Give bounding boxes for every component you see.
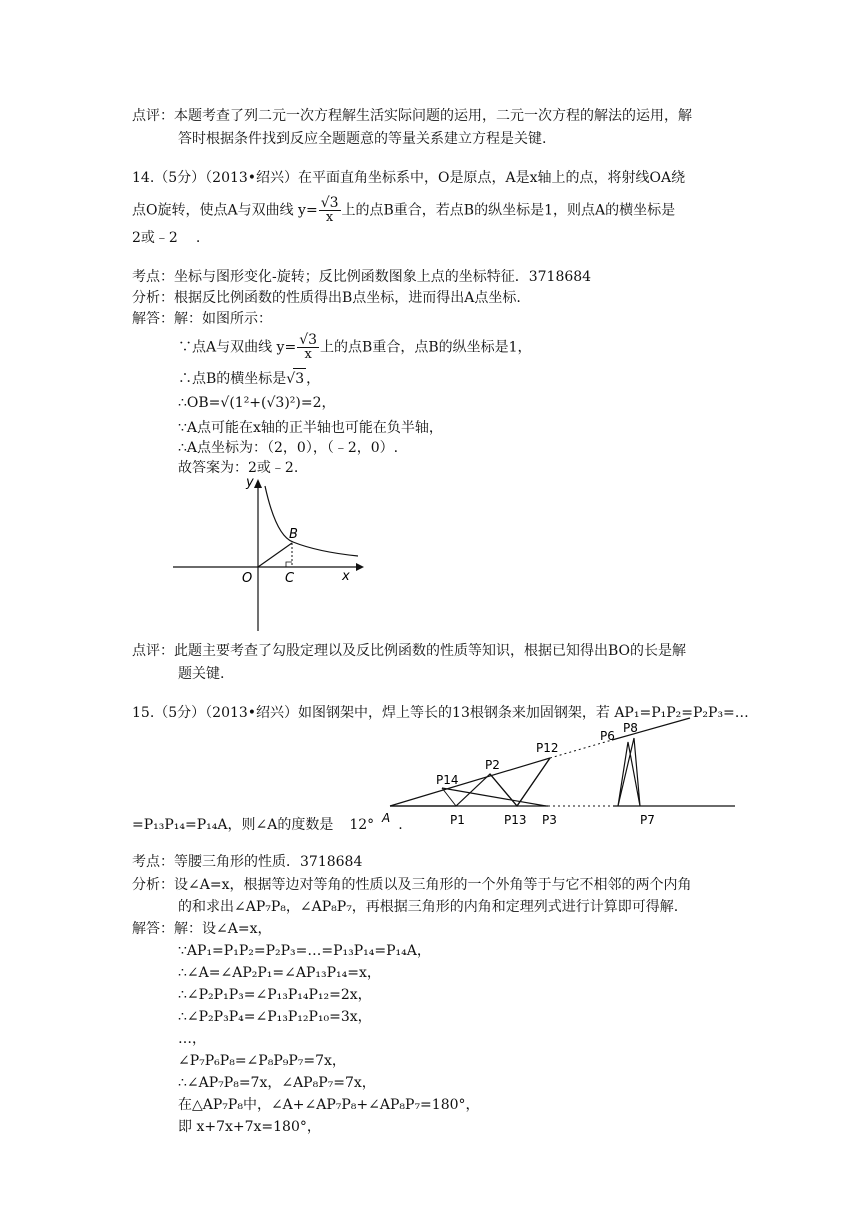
label-y: y bbox=[246, 476, 254, 490]
a14-step2-a: ∴点B的横坐标是 bbox=[178, 371, 287, 387]
a14-step5: ∴A点坐标为：（2，0），（﹣2，0）. bbox=[178, 440, 399, 456]
comment-13-line2: 答时根据条件找到反应全题题意的等量关系建立方程是关键. bbox=[178, 131, 547, 147]
segment-ob bbox=[258, 543, 292, 567]
a14-pingjia2: 题关键. bbox=[178, 666, 225, 682]
label-x: x bbox=[342, 569, 350, 584]
a15-step4: ∴∠P₂P₃P₄=∠P₁₃P₁₂P₁₀=3x， bbox=[178, 1009, 372, 1025]
label-p12: P12 bbox=[536, 741, 559, 755]
a14-step2: ∴点B的横坐标是√3 ， bbox=[178, 368, 320, 389]
label-a: A bbox=[382, 811, 391, 825]
q14-answer-tail: . bbox=[195, 230, 201, 246]
a14-step3: ∴OB=√(1²+(√3)²)=2， bbox=[178, 395, 336, 411]
q14-line2-b: 上的点B重合，若点B的纵坐标是1，则点A的横坐标是 bbox=[341, 202, 676, 219]
label-o: O bbox=[242, 571, 253, 586]
a14-jieda: 解答：解：如图所示： bbox=[132, 311, 272, 327]
a15-fenxi1: 分析：设∠A=x，根据等边对等角的性质以及三角形的一个外角等于与它不相邻的两个内角 bbox=[132, 877, 692, 893]
label-p14: P14 bbox=[436, 773, 459, 787]
struts-p6-p7-p8-p9 bbox=[618, 738, 640, 806]
strut-p14-p3 bbox=[442, 788, 546, 806]
q15-answer-tail: . bbox=[398, 817, 403, 833]
x-axis-arrow bbox=[356, 563, 364, 571]
a15-step1: ∵AP₁=P₁P₂=P₂P₃=…=P₁₃P₁₄=P₁₄A， bbox=[178, 943, 431, 959]
label-p6: P6 bbox=[600, 729, 615, 743]
strut-p13-p12 bbox=[517, 758, 550, 806]
a14-step2-b: ， bbox=[306, 371, 321, 387]
q14-line2 bbox=[132, 196, 675, 225]
label-b: B bbox=[289, 527, 298, 542]
a14-frac-den: x bbox=[304, 347, 312, 362]
right-angle-mark bbox=[286, 562, 292, 567]
a15-step3: ∴∠P₂P₁P₃=∠P₁₃P₁₄P₁₂=2x， bbox=[178, 987, 372, 1003]
strut-p2-p13 bbox=[490, 774, 517, 806]
q14-frac-den: x bbox=[325, 210, 334, 225]
q14-answer-line bbox=[132, 228, 200, 248]
q15-answer: 12° bbox=[349, 817, 375, 833]
q15-line1: 15.（5分）（2013•绍兴）如图钢架中，焊上等长的13根钢条来加固钢架，若 AP₁=P₁P₂=P₂P₃=… bbox=[132, 705, 749, 721]
hyperbola-figure bbox=[168, 476, 368, 636]
a14-fraction bbox=[297, 333, 319, 362]
a15-kaodian: 考点：等腰三角形的性质．3718684 bbox=[132, 854, 363, 870]
q14-fraction bbox=[319, 196, 341, 225]
a15-step7: ∴∠AP₇P₈=7x，∠AP₈P₇=7x， bbox=[178, 1075, 376, 1091]
a14-kaodian: 考点：坐标与图形变化-旋转；反比例函数图象上点的坐标特征．3718684 bbox=[132, 269, 592, 285]
a14-frac-num: √3 bbox=[299, 332, 318, 348]
a15-step2: ∴∠A=∠AP₂P₁=∠AP₁₃P₁₄=x， bbox=[178, 965, 381, 981]
a15-jieda: 解答：解：设∠A=x， bbox=[132, 921, 272, 937]
a15-step6: ∠P₇P₆P₈=∠P₈P₉P₇=7x， bbox=[178, 1053, 346, 1069]
y-axis-arrow bbox=[254, 479, 262, 488]
a14-step6: 故答案为：2或﹣2. bbox=[178, 460, 299, 476]
label-p3: P3 bbox=[542, 813, 557, 827]
q14-line1: 14.（5分）（2013•绍兴）在平面直角坐标系中，O是原点，A是x轴上的点，将射线OA绕 bbox=[132, 170, 686, 186]
a15-step9: 即 x+7x+7x=180°， bbox=[178, 1119, 321, 1135]
label-p8: P8 bbox=[623, 721, 638, 735]
a14-pingjia1: 点评：此题主要考查了勾股定理以及反比例函数的性质等知识，根据已知得出BO的长是解 bbox=[132, 643, 687, 659]
upper-line-left bbox=[390, 758, 550, 806]
a14-step1 bbox=[178, 333, 532, 362]
q15-line2-text: =P₁₃P₁₄=P₁₄A，则∠A的度数是 bbox=[132, 817, 334, 833]
a14-fenxi: 分析：根据反比例函数的性质得出B点坐标，进而得出A点坐标. bbox=[132, 290, 521, 306]
q14-frac-num: √3 bbox=[320, 195, 339, 211]
a14-step1-b: 上的点B重合，点B的纵坐标是1， bbox=[320, 339, 532, 356]
hyperbola-curve bbox=[265, 486, 358, 556]
strut-p1-p14 bbox=[442, 788, 456, 806]
comment-13-line1: 点评：本题考查了列二元一次方程解生活实际问题的运用，二元一次方程的解法的运用，解 bbox=[132, 108, 692, 124]
label-p7: P7 bbox=[640, 813, 655, 827]
a14-step2-sqrt: 3 bbox=[293, 368, 306, 389]
a15-step5: …， bbox=[178, 1031, 206, 1047]
label-p1: P1 bbox=[450, 813, 465, 827]
q15-line2 bbox=[132, 815, 403, 835]
q14-line2-a: 点O旋转，使点A与双曲线 y= bbox=[132, 202, 318, 219]
a15-step8: 在△AP₇P₈中，∠A+∠AP₇P₈+∠AP₈P₇=180°， bbox=[178, 1097, 480, 1113]
q14-answer: 2或﹣2 bbox=[132, 230, 178, 246]
a14-step1-a: ∵点A与双曲线 y= bbox=[178, 339, 297, 356]
label-p13: P13 bbox=[504, 813, 527, 827]
a15-fenxi2: 的和求出∠AP₇P₈，∠AP₈P₇，再根据三角形的内角和定理列式进行计算即可得解. bbox=[178, 899, 679, 915]
a14-step4: ∵A点可能在x轴的正半轴也可能在负半轴， bbox=[178, 420, 443, 436]
steel-frame-figure bbox=[380, 712, 740, 832]
label-c: C bbox=[285, 571, 295, 586]
label-p2: P2 bbox=[485, 758, 500, 772]
